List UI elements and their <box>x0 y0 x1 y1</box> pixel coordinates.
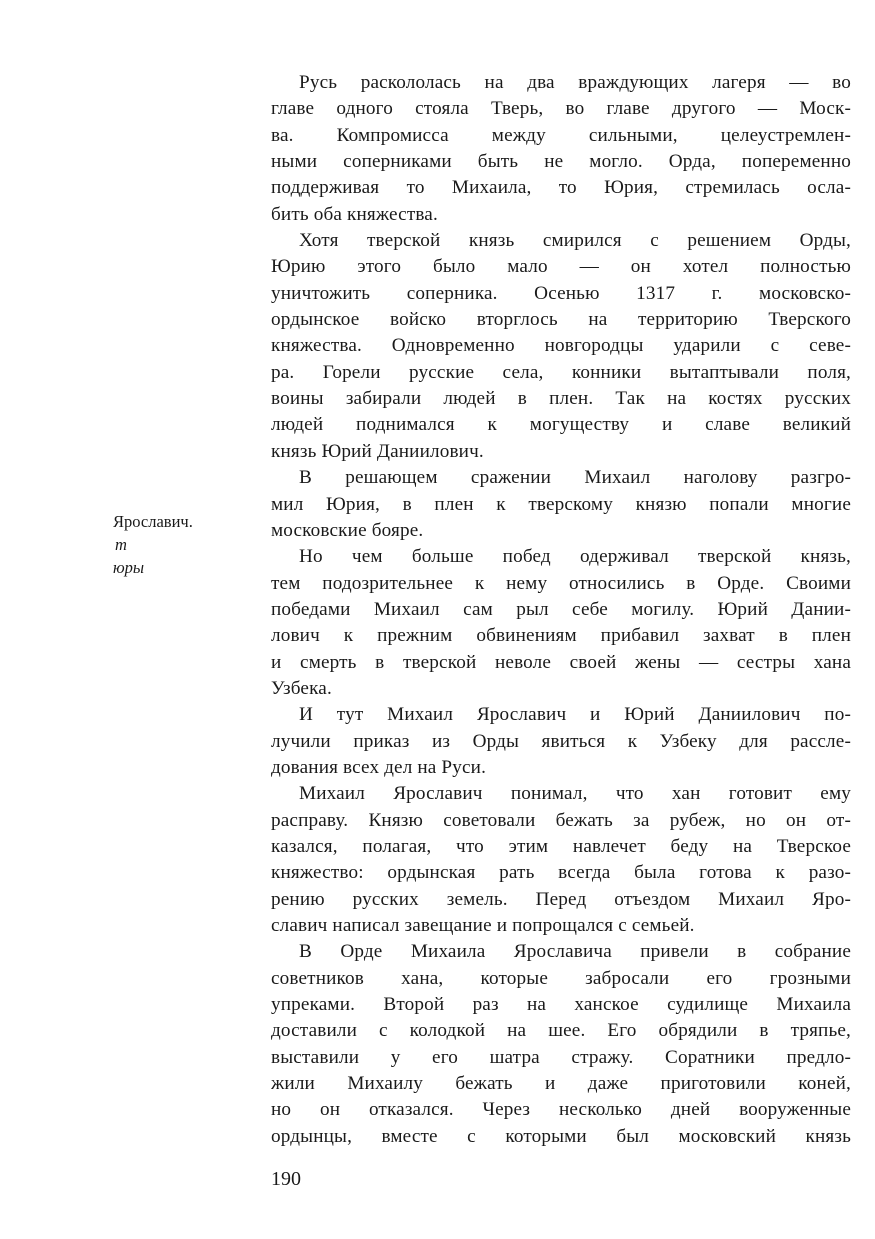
text-line: В решающем сражении Михаил наголову разгро- <box>299 467 851 489</box>
text-line: ными соперниками быть не могло. Орда, попеременно <box>271 151 851 173</box>
text-line: выставили у его шатра стражу. Соратники предло- <box>271 1046 851 1068</box>
text-line: жили Михаилу бежать и даже приготовили коней, <box>271 1073 851 1095</box>
paragraph <box>271 465 851 544</box>
margin-note-line-3: юры <box>113 558 145 577</box>
text-line: воины забирали людей в плен. Так на костях русских <box>271 388 851 410</box>
paragraph <box>271 544 851 702</box>
text-line: советников хана, которые забросали его грозными <box>271 967 851 989</box>
text-line: лович к прежним обвинениям прибавил захват в плен <box>271 625 851 647</box>
paragraph <box>271 70 851 228</box>
text-line: Юрию этого было мало — он хотел полностью <box>271 256 851 278</box>
text-line: людей поднимался к могуществу и славе великий <box>271 414 851 436</box>
text-line: славич написал завещание и попрощался с семьей. <box>271 915 695 936</box>
text-line: княжества. Одновременно новгородцы ударили с севе- <box>271 335 851 357</box>
text-line: московские бояре. <box>271 519 424 541</box>
text-line: но он отказался. Через несколько дней вооруженные <box>271 1099 851 1121</box>
text-line: тем подозрительнее к нему относились в Орде. Своими <box>271 572 851 594</box>
paragraph <box>271 781 851 939</box>
paragraph <box>271 702 851 781</box>
text-line: упреками. Второй раз на ханское судилище Михаила <box>271 994 851 1016</box>
text-line: ра. Горели русские села, конники вытаптывали поля, <box>271 361 851 383</box>
text-line: Михаил Ярославич понимал, что хан готовит ему <box>299 783 851 805</box>
text-line: княжество: ордынская рать всегда была готова к разо- <box>271 862 851 884</box>
text-line: Но чем больше побед одерживал тверской князь, <box>299 546 851 568</box>
text-line: лучили приказ из Орды явиться к Узбеку для рассле- <box>271 730 851 752</box>
text-line: И тут Михаил Ярославич и Юрий Даниилович по- <box>299 704 851 726</box>
margin-note-line-2: т <box>115 535 127 554</box>
text-line: бить оба княжества. <box>271 203 438 225</box>
text-line: уничтожить соперника. Осенью 1317 г. московско- <box>271 282 851 304</box>
text-line: ва. Компромисса между сильными, целеустремлен- <box>271 124 851 146</box>
text-line: победами Михаил сам рыл себе могилу. Юрий Дании- <box>271 598 851 620</box>
text-line: расправу. Князю советовали бежать за рубеж, но он от- <box>271 809 851 831</box>
body-text <box>271 70 851 1150</box>
margin-note <box>113 510 263 579</box>
text-line: казался, полагая, что этим навлечет беду на Тверское <box>271 835 851 857</box>
text-line: Хотя тверской князь смирился с решением Орды, <box>299 230 851 252</box>
text-line: главе одного стояла Тверь, во главе другого — Моск- <box>271 98 851 120</box>
text-line: и смерть в тверской неволе своей жены — сестры хана <box>271 651 851 673</box>
text-line: доставили с колодкой на шее. Его обрядили в тряпье, <box>271 1020 851 1042</box>
text-line: ордынцы, вместе с которыми был московский князь <box>271 1125 851 1147</box>
text-line: дования всех дел на Руси. <box>271 756 487 778</box>
text-line: Русь раскололась на два враждующих лагеря — во <box>299 72 851 93</box>
margin-note-line-1: Ярославич. <box>113 512 193 531</box>
page-number: 190 <box>271 1168 301 1190</box>
text-line: князь Юрий Даниилович. <box>271 440 484 462</box>
paragraph <box>271 939 851 1150</box>
text-line: поддерживая то Михаила, то Юрия, стремилась осла- <box>271 177 851 199</box>
text-line: Узбека. <box>271 677 332 699</box>
text-line: ордынское войско вторглось на территорию Тверского <box>271 309 851 331</box>
paragraph <box>271 228 851 465</box>
text-line: мил Юрия, в плен к тверскому князю попали многие <box>271 493 851 515</box>
text-line: В Орде Михаила Ярославича привели в собрание <box>299 941 851 963</box>
text-line: рению русских земель. Перед отъездом Михаил Яро- <box>271 888 851 910</box>
